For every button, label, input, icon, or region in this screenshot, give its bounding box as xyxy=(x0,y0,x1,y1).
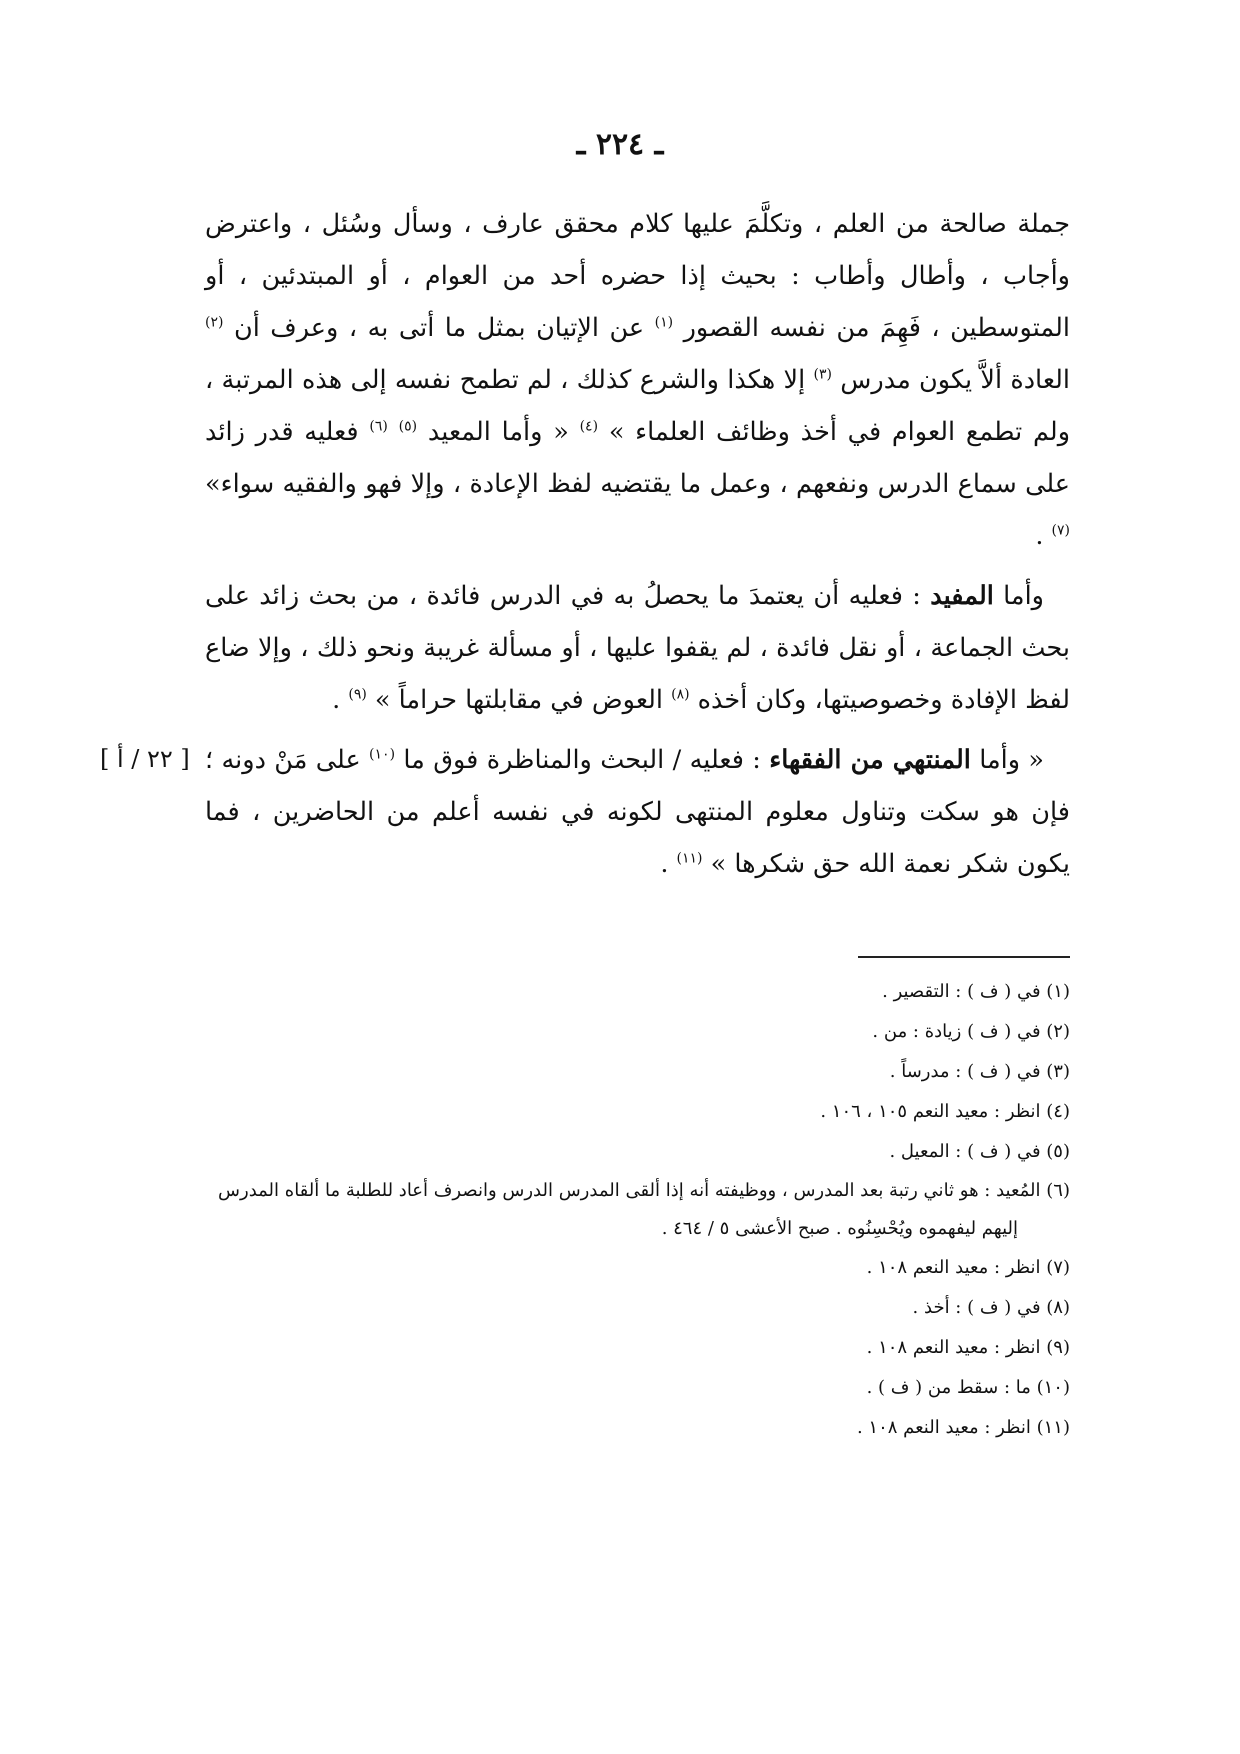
footnote-reference[interactable]: (١١) xyxy=(676,850,703,867)
footnote: (٣) في ( ف ) : مدرساً . xyxy=(889,1061,1070,1082)
footnote: (١) في ( ف ) : التقصير . xyxy=(882,981,1070,1002)
footnote: (٥) في ( ف ) : المعيل . xyxy=(889,1141,1070,1162)
text-segment: فعليه قدر زائد على سماع الدرس ونفعهم ، وعمل ما يقتضيه لفظ الإعادة ، وإلا فهو والفقيه سواء» xyxy=(205,417,1070,499)
footnote: (١١) انظر : معيد النعم ١٠٨ . xyxy=(856,1417,1070,1438)
text-segment: عن الإتيان بمثل ما أتى به ، وعرف أن xyxy=(223,313,655,343)
text-segment: : فعليه أن يعتمدَ ما يحصلُ به في الدرس فائدة ، من بحث زائد على بحث الجماعة ، أو نقل فائدة ، لم يقفوا عليها ، أو مسألة غريبة ونحو ذلك ، وإلا ضاع لفظ الإفادة وخصوصيتها، وكان أخذه xyxy=(205,581,1070,715)
footnote-reference[interactable]: (٨) xyxy=(671,686,690,703)
footnote-reference[interactable]: (٩) xyxy=(348,686,367,703)
text-segment xyxy=(388,417,399,447)
bold-term: المنتهي من الفقهاء xyxy=(769,745,971,775)
footnote-reference[interactable]: (٤) xyxy=(579,418,599,435)
footnote: (١٠) ما : سقط من ( ف ) . xyxy=(866,1377,1070,1398)
text-segment: وأما xyxy=(993,581,1044,611)
paragraph xyxy=(205,570,1070,726)
footnote-reference[interactable]: (٢) xyxy=(205,314,224,331)
footnote: (٧) انظر : معيد النعم ١٠٨ . xyxy=(866,1257,1070,1278)
main-text xyxy=(205,198,1070,890)
footnote: (٤) انظر : معيد النعم ١٠٥ ، ١٠٦ . xyxy=(820,1101,1070,1122)
text-segment: . xyxy=(660,849,677,879)
text-segment: « وأما xyxy=(970,745,1044,775)
footnote-reference[interactable]: (٥) xyxy=(398,418,418,435)
footnote: (٢) في ( ف ) زيادة : من . xyxy=(872,1021,1070,1042)
footnote-separator xyxy=(858,956,1070,958)
manuscript-folio-marker: [ ٢٢ / أ ] xyxy=(100,745,190,773)
text-segment: العوض في مقابلتها حراماً » xyxy=(366,685,672,715)
footnote-reference[interactable]: (١٠) xyxy=(369,746,396,763)
footnote: (٦) المُعيد : هو ثاني رتبة بعد المدرس ، ووظيفته أنه إذا ألقى المدرس الدرس وانصرف أعاد للطلبة ما ألقاه المدرس إليهم ليفهموه ويُحْسِنُوه . صبح الأعشى ٥ / ٤٦٤ . xyxy=(218,1180,1070,1239)
footnote-reference[interactable]: (٧) xyxy=(1051,522,1070,539)
text-segment: . xyxy=(332,685,349,715)
text-segment: إلا هكذا والشرع كذلك ، لم تطمح نفسه إلى هذه المرتبة ، ولم تطمع العوام في أخذ وظائف العلماء » xyxy=(205,365,1071,447)
paragraph xyxy=(205,198,1070,562)
text-segment: : فعليه / البحث والمناظرة فوق ما xyxy=(395,745,770,775)
bold-term: المفيد xyxy=(930,581,994,611)
text-segment: « وأما المعيد xyxy=(417,417,580,447)
page-number: ـ ٢٢٤ ـ xyxy=(576,127,664,162)
footnote: (٩) انظر : معيد النعم ١٠٨ . xyxy=(866,1337,1070,1358)
footnote-reference[interactable]: (٦) xyxy=(369,418,388,435)
footnote-reference[interactable]: (٣) xyxy=(813,366,832,383)
text-segment: العادة ألاَّ يكون مدرس xyxy=(831,365,1070,395)
footnote-reference[interactable]: (١) xyxy=(654,314,674,331)
footnotes-list xyxy=(205,972,1070,1448)
text-segment: . xyxy=(1035,521,1052,551)
footnote: (٨) في ( ف ) : أخذ . xyxy=(912,1297,1070,1318)
text-segment: جملة صالحة من العلم ، وتكلَّمَ عليها كلام محقق عارف ، وسأل وسُئل ، واعترض وأجاب ، وأطال وأطاب : بحيث إذا حضره أحد من العوام ، أو المبتدئين ، أو المتوسطين ، فَهِمَ من نفسه القصور xyxy=(205,209,1070,343)
paragraph xyxy=(205,734,1070,890)
text-segment: على مَنْ دونه ؛ فإن هو سكت وتناول معلوم المنتهى لكونه في نفسه أعلم من الحاضرين ، فما يكون شكر نعمة الله حق شكرها » xyxy=(205,745,1070,879)
